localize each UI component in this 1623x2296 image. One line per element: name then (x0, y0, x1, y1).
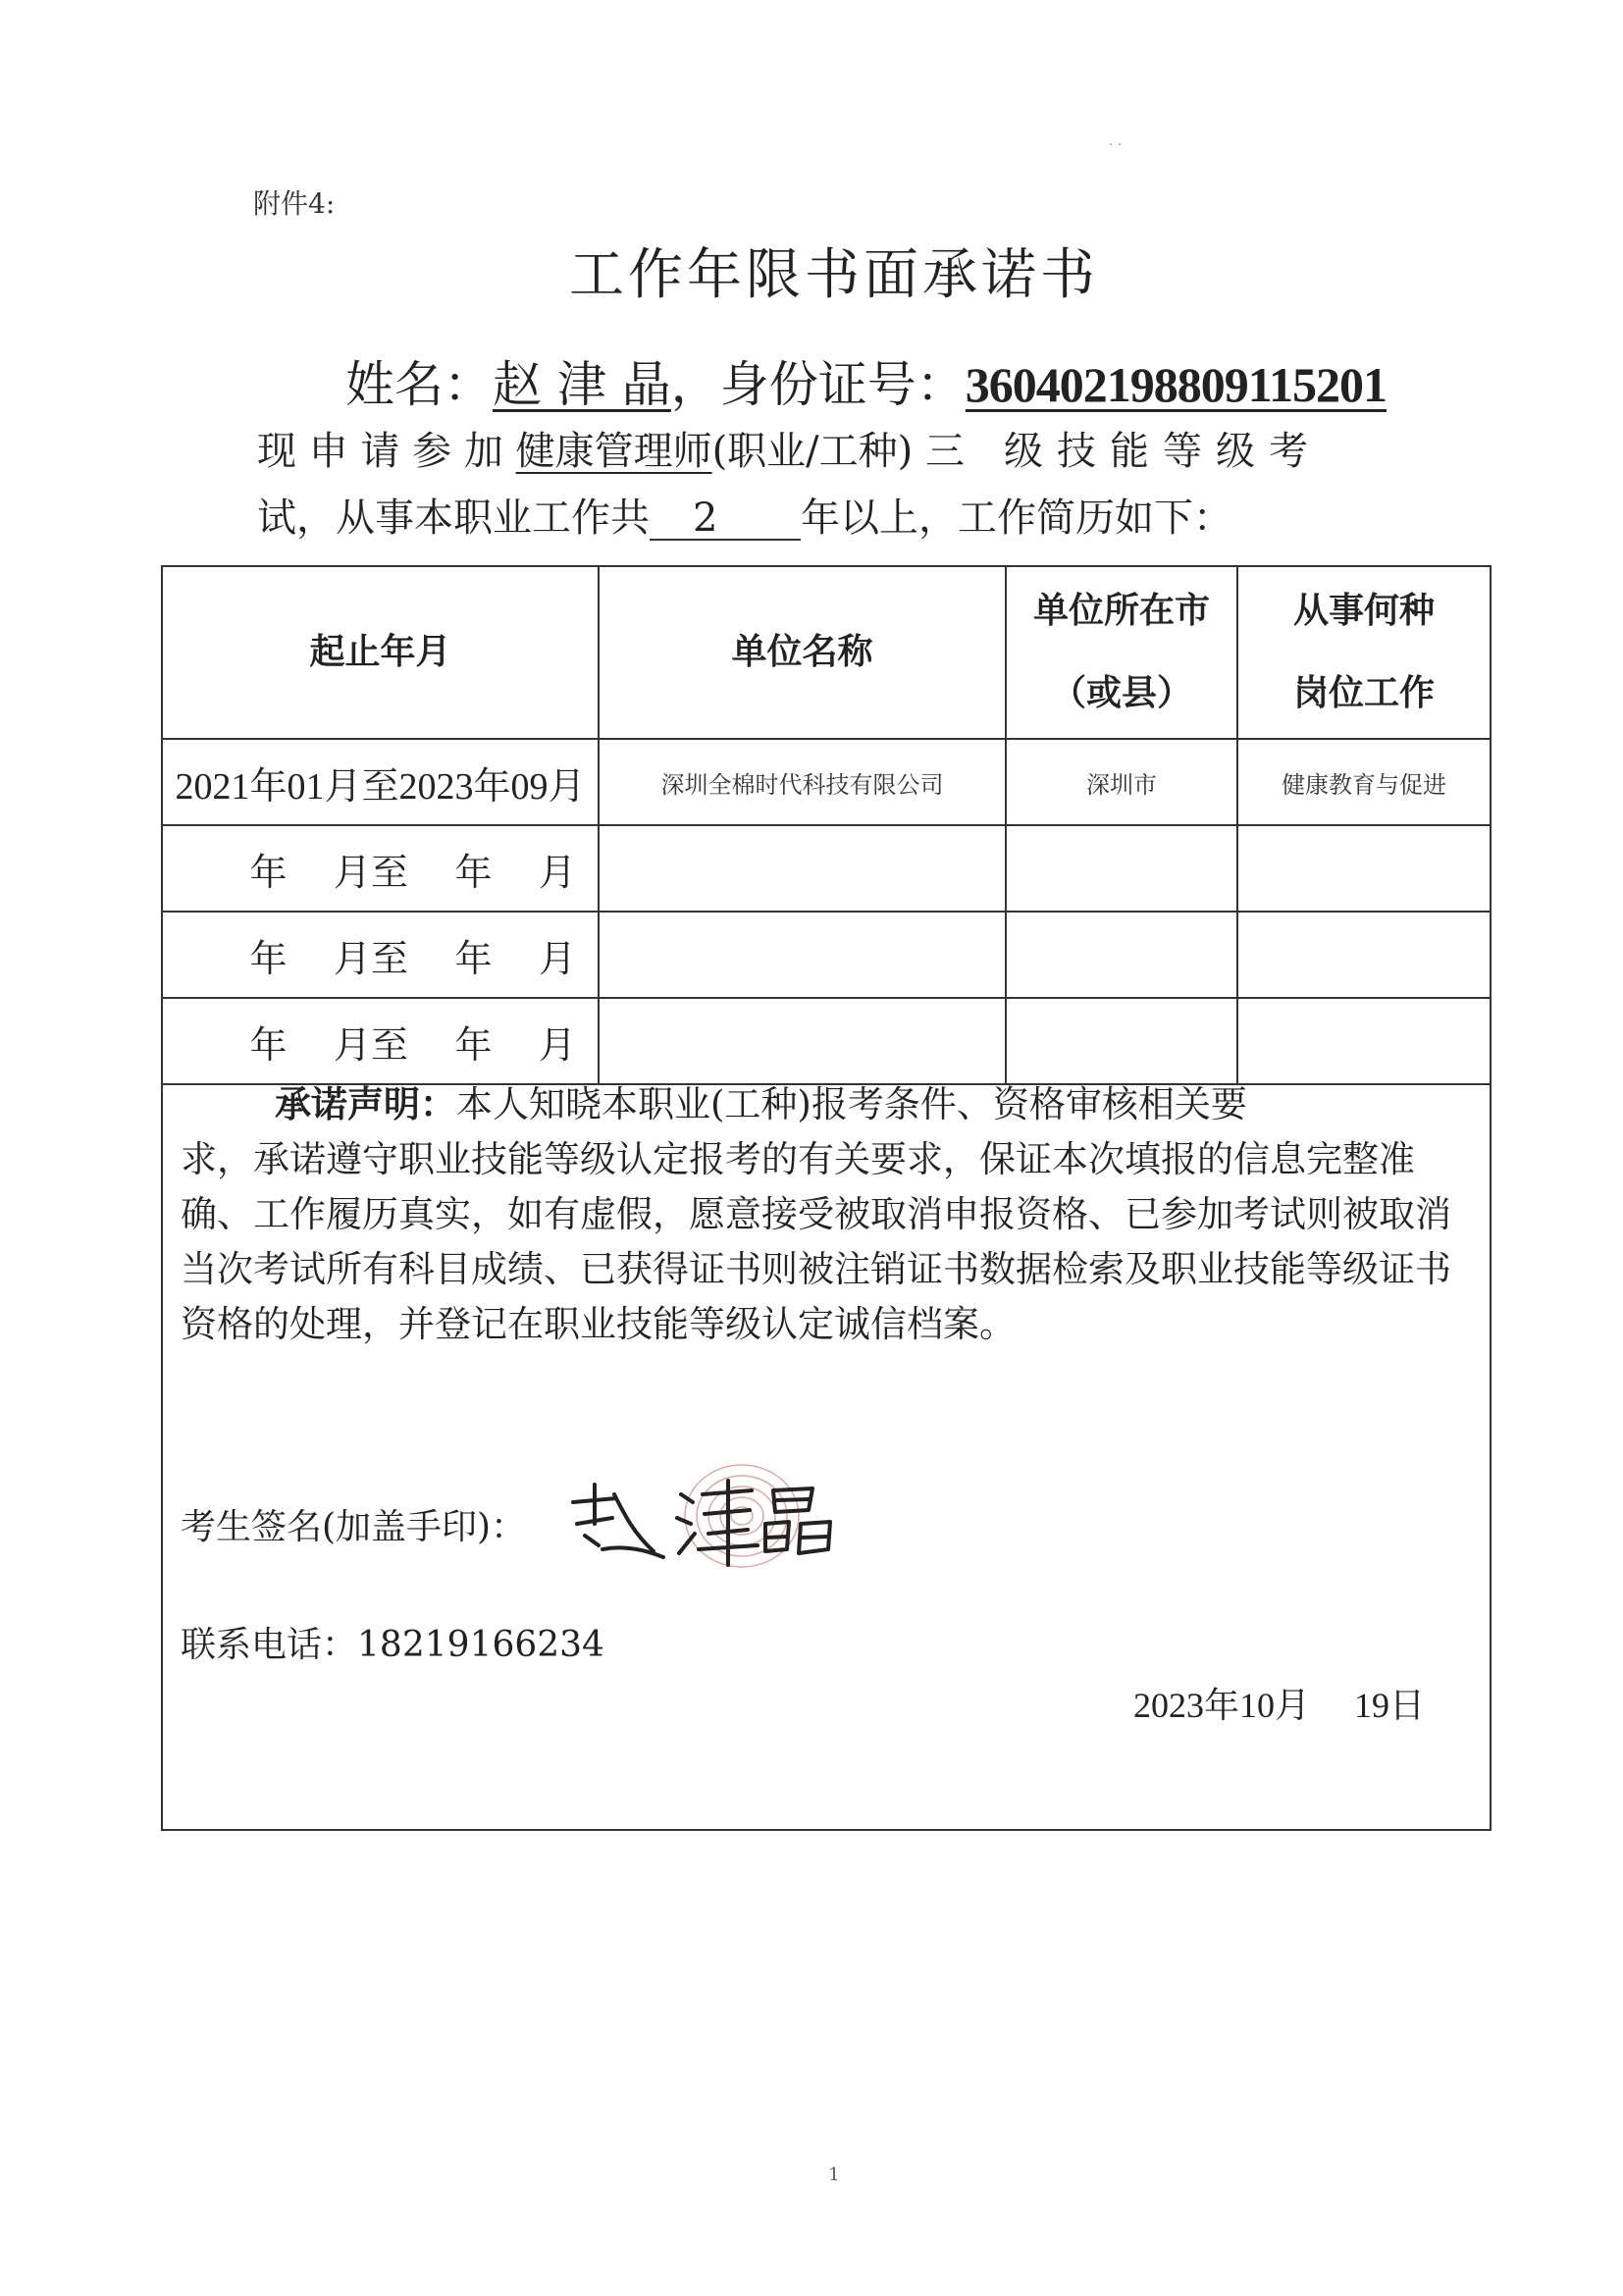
work-history-table (163, 567, 1490, 1085)
header-period: 起止年月 (163, 567, 599, 739)
years-suffix: 年以上，工作简历如下： (801, 496, 1232, 541)
row-period: 年 月至 年 月 (163, 998, 599, 1084)
form-box (161, 565, 1492, 1831)
table-row (163, 912, 1490, 998)
years-prefix: 试，从事本职业工作共 (257, 496, 650, 541)
row-position: 健康教育与促进 (1237, 739, 1490, 825)
years-line (257, 487, 1232, 543)
name-label: 姓名： (345, 356, 493, 413)
header-position (1237, 567, 1490, 739)
applicant-name: 赵 津 晶 (493, 356, 671, 413)
signature-line (181, 1499, 526, 1549)
table-row (163, 825, 1490, 912)
pledge-label: 承诺声明： (275, 1083, 456, 1125)
signature-label: 考生签名(加盖手印)： (181, 1507, 527, 1547)
page-number: 1 (828, 2165, 840, 2185)
table-row (163, 998, 1490, 1084)
sign-date: 2023年10月 19日 (1132, 1686, 1425, 1725)
row-period: 年 月至 年 月 (163, 825, 599, 912)
phone-label: 联系电话： (181, 1625, 358, 1665)
pledge-statement (181, 1077, 1476, 1352)
row-period: 年 月至 年 月 (163, 912, 599, 998)
row-city (1006, 998, 1237, 1084)
header-position-line1: 从事何种 (1292, 591, 1435, 631)
occupation-name: 健康管理师 (515, 429, 712, 474)
document-title: 工作年限书面承诺书 (569, 243, 1099, 307)
header-company: 单位名称 (599, 567, 1006, 739)
apply-suffix: 级技能等级考 (1003, 429, 1322, 474)
skill-level: 三 (924, 429, 965, 474)
name-line (345, 345, 1387, 416)
attachment-label: 附件4: (253, 187, 336, 220)
table-header-row (163, 567, 1490, 739)
row-company (599, 912, 1006, 998)
row-position (1237, 912, 1490, 998)
scan-dots: · · (1109, 137, 1123, 153)
apply-line (257, 420, 1322, 476)
apply-prefix: 现 申 请 参 加 (257, 429, 503, 474)
row-position (1237, 998, 1490, 1084)
pledge-text-line1: 本人知晓本职业(工种)报考条件、资格审核相关要 (456, 1083, 1247, 1125)
occupation-type-label: (职业/工种) (711, 429, 914, 474)
id-number: 360402198809115201 (965, 357, 1387, 412)
row-company: 深圳全棉时代科技有限公司 (599, 739, 1006, 825)
header-city (1006, 567, 1237, 739)
row-company (599, 825, 1006, 912)
row-period: 2021年01月至2023年09月 (163, 739, 599, 825)
row-company (599, 998, 1006, 1084)
contact-line (181, 1617, 604, 1667)
row-city: 深圳市 (1006, 739, 1237, 825)
row-city (1006, 912, 1237, 998)
years-value: 2 (650, 497, 801, 541)
row-position (1237, 825, 1490, 912)
header-position-line2: 岗位工作 (1292, 673, 1435, 713)
pledge-text-rest: 求，承诺遵守职业技能等级认定报考的有关要求，保证本次填报的信息完整准确、工作履历真实，如有虚假，愿意接受被取消申报资格、已参加考试则被取消当次考试所有科目成绩、已获得证书则被注销证书数据检索及职业技能等级证书资格的处理，并登记在职业技能等级认定诚信档案。 (181, 1138, 1451, 1345)
id-label: ，身份证号： (670, 356, 966, 413)
row-city (1006, 825, 1237, 912)
phone-number: 18219166234 (357, 1625, 604, 1665)
header-city-line1: 单位所在市 (1032, 591, 1210, 631)
handwritten-signature (555, 1455, 869, 1583)
table-row (163, 739, 1490, 825)
header-city-line2: （或县） (1050, 673, 1192, 713)
